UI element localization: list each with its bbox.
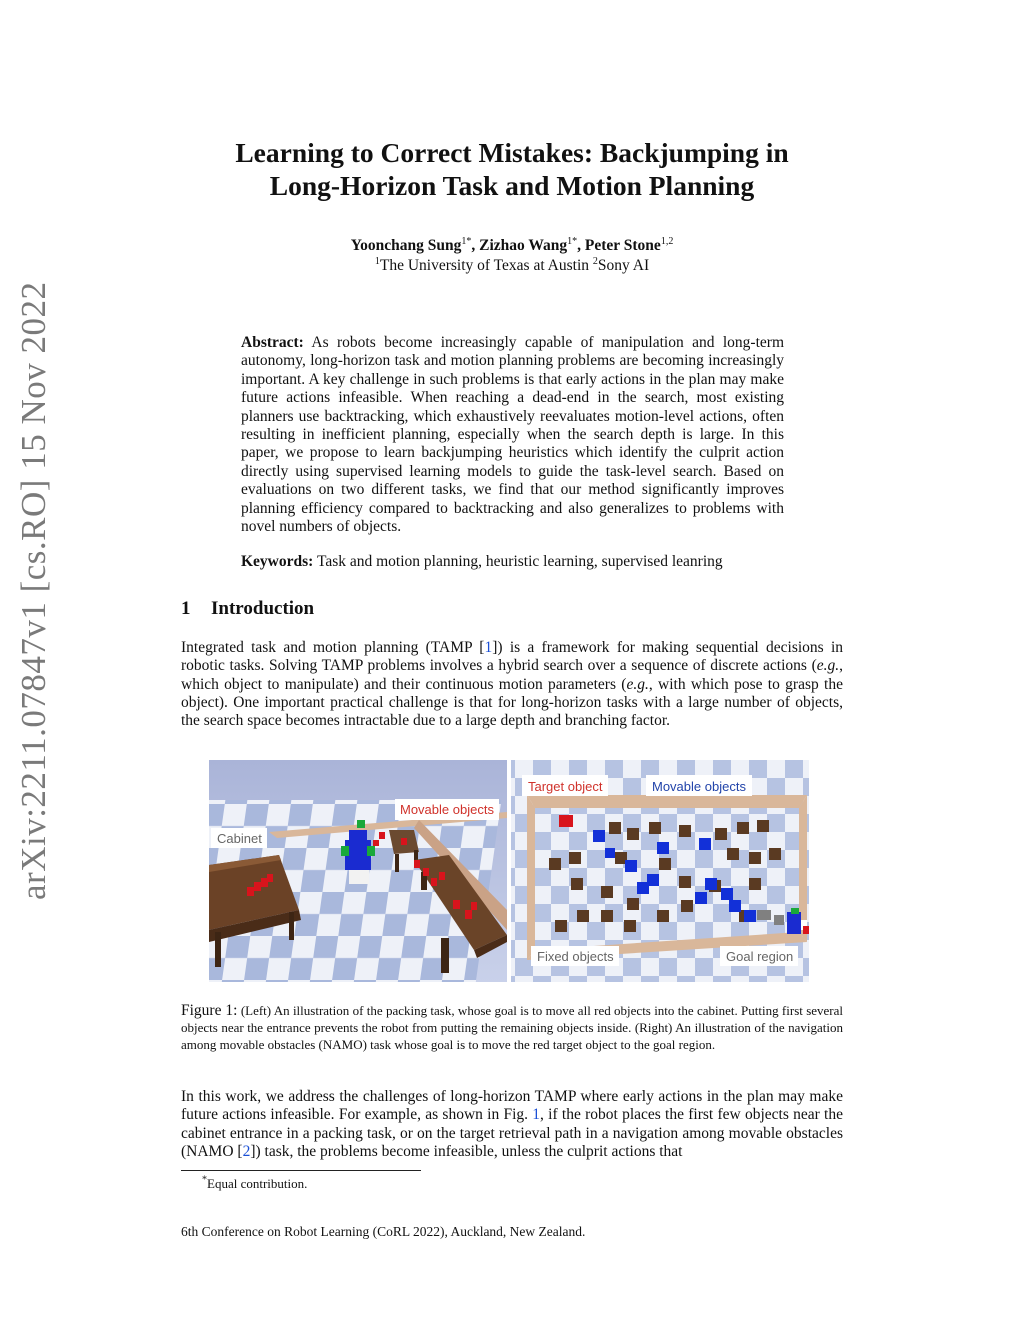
footnote: *Equal contribution. — [202, 1174, 308, 1191]
svg-text:Target object: Target object — [528, 779, 603, 794]
namo-task-image — [511, 760, 809, 982]
author-affiliation-mark: 1,2 — [660, 235, 674, 247]
intro-paragraph-1: Integrated task and motion planning (TAMP [1]) is a framework for making sequential decisions in robotic tasks. Solving TAMP problems involves a hybrid search over a sequence of discrete actions (e.g., which object to manipulate) and their continuous motion parameters (e.g., with which pose to grasp the object). One important practical challenge is that for long-horizon tasks with a large number of objects, the search space becomes intractable due to a large depth and branching factor. — [181, 639, 844, 730]
keywords — [241, 553, 784, 571]
figure-reference-link[interactable]: 1 — [532, 1106, 541, 1124]
section-number: 1 — [181, 598, 191, 619]
svg-text:Cabinet: Cabinet — [217, 831, 262, 846]
abstract-text: As robots become increasingly capable of manipulation and long-term autonomy, long-horizon task and motion planning problems are becoming increasingly important. A key challenge in such problems is that early actions in the plan may make future actions infeasible. When reaching a dead-end in the search, most existing planners use backtracking, which exhaustively reevaluates motion-level actions, often resulting in inefficient planning, especially when the search depth is large. In this paper, we propose to learn backjumping heuristics which identify the culprit action directly using supervised learning models to guide the task-level search. Based on evaluations on two different tasks, we find that our method significantly improves planning efficiency compared to backtracking and also generalizes to problems with novel numbers of objects. — [241, 334, 784, 536]
footnote-rule — [181, 1170, 421, 1171]
title-line-1: Learning to Correct Mistakes: Backjumping in — [235, 137, 789, 168]
affiliation-list: $^1$The University of Texas at Austin $^2$Sony AI — [374, 255, 650, 274]
svg-text:Goal region: Goal region — [726, 949, 794, 964]
svg-text:Movable objects: Movable objects — [400, 802, 494, 817]
author-affiliation-mark: 1* — [461, 235, 472, 247]
paper-title — [120, 136, 904, 202]
author-name: Zizhao Wang — [479, 237, 568, 254]
author-affiliation-mark: 1* — [567, 235, 578, 247]
figure-1 — [209, 760, 809, 982]
keywords-text: Task and motion planning, heuristic learning, supervised leanring — [316, 553, 723, 570]
label-cabinet — [211, 828, 267, 848]
label-movable-objects-right — [646, 775, 752, 796]
author-block — [120, 236, 904, 276]
target-object — [559, 815, 573, 827]
figure-caption — [181, 1002, 843, 1053]
affiliation: The University of Texas at Austin — [379, 257, 589, 274]
label-fixed-objects — [531, 946, 619, 966]
author-name: Peter Stone — [584, 237, 661, 254]
packing-task-image — [209, 760, 507, 982]
figure-label: Figure 1: — [181, 1002, 238, 1019]
author-name: Yoonchang Sung — [350, 237, 462, 254]
label-goal-region — [720, 946, 798, 966]
venue-note: 6th Conference on Robot Learning (CoRL 2022), Auckland, New Zealand. — [181, 1224, 586, 1239]
section-title: Introduction — [211, 598, 315, 619]
section-heading — [181, 598, 314, 620]
intro-paragraph-2: In this work, we address the challenges of long-horizon TAMP where early actions in the plan may make future actions infeasible. For example, as shown in Fig. 1, if the robot places the first few objects near the cabinet entrance in a packing task, or on the target retrieval path in a navigation among movable obstacles (NAMO [2]) task, the problems become infeasible, unless the culprit actions that — [181, 1088, 843, 1160]
abstract-label: Abstract: — [241, 334, 304, 351]
citation-link[interactable]: 2 — [242, 1142, 251, 1160]
affiliation: Sony AI — [597, 257, 650, 274]
citation-link[interactable]: 1 — [484, 639, 493, 656]
keywords-label: Keywords: — [241, 553, 314, 570]
svg-text:Movable objects: Movable objects — [652, 779, 746, 794]
arxiv-identifier: arXiv:2211.07847v1 [cs.RO] 15 Nov 2022 — [14, 281, 53, 900]
label-movable-objects-left — [395, 799, 499, 820]
caption-text: (Left) An illustration of the packing task, whose goal is to move all red objects into the cabinet. Putting first several objects near the entrance prevents the robot from putting the remaining objects inside. (Right) An illustration of the navigation among movable obstacles (NAMO) task whose goal is to move the red target object to the goal region. — [181, 1003, 844, 1052]
author-list: Yoonchang Sung$^{1*}$, Zizhao Wang$^{1*}$, Peter Stone$^{1,2}$ — [350, 235, 674, 254]
label-target-object — [522, 775, 608, 796]
title-line-2: Long-Horizon Task and Motion Planning — [269, 170, 755, 201]
abstract — [241, 334, 784, 536]
svg-text:Fixed objects: Fixed objects — [537, 949, 614, 964]
